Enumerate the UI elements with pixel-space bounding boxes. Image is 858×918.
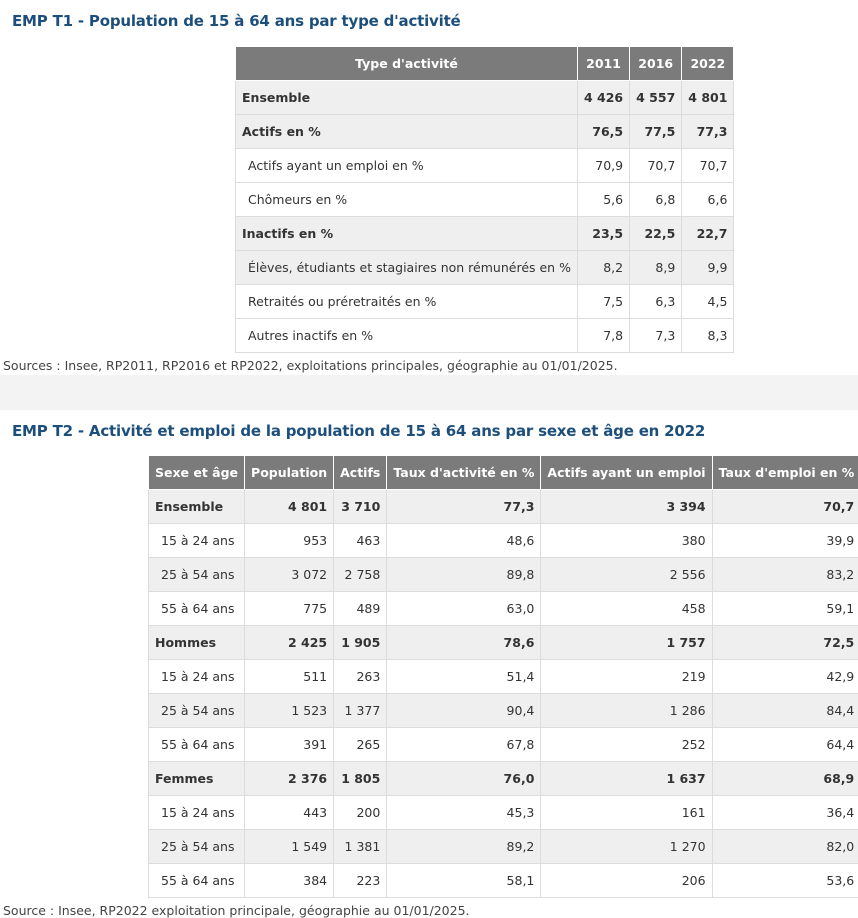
cell-value: 58,1: [387, 864, 541, 898]
cell-value: 206: [541, 864, 712, 898]
cell-value: 84,4: [712, 694, 858, 728]
cell-value: 36,4: [712, 796, 858, 830]
cell-value: 51,4: [387, 660, 541, 694]
cell-value: 76,0: [387, 762, 541, 796]
header-row: [149, 456, 858, 490]
row-label: Actifs ayant un emploi en %: [236, 149, 578, 183]
cell-value: 68,9: [712, 762, 858, 796]
table-row: [149, 660, 858, 694]
cell-value: 458: [541, 592, 712, 626]
table-row: [149, 694, 858, 728]
table-row: [149, 830, 858, 864]
row-label: Retraités ou préretraités en %: [236, 285, 578, 319]
table-row: [149, 762, 858, 796]
cell-value: 70,7: [630, 149, 682, 183]
table-row: [149, 558, 858, 592]
cell-value: 7,3: [630, 319, 682, 353]
table-title: EMP T1 - Population de 15 à 64 ans par type d'activité: [12, 12, 461, 30]
table-row: [149, 626, 858, 660]
cell-value: 4 426: [577, 81, 629, 115]
cell-value: 1 270: [541, 830, 712, 864]
cell-value: 3 394: [541, 490, 712, 524]
row-label: 25 à 54 ans: [149, 558, 245, 592]
table-row: [236, 115, 734, 149]
column-header: 2011: [577, 47, 629, 81]
header-row: [236, 47, 734, 81]
emp-t1-table: [235, 46, 734, 353]
source-note: Sources : Insee, RP2011, RP2016 et RP2022, exploitations principales, géographie au 01/01/2025.: [3, 358, 618, 373]
cell-value: 1 757: [541, 626, 712, 660]
cell-value: 4 801: [245, 490, 334, 524]
cell-value: 8,2: [577, 251, 629, 285]
table-row: [236, 319, 734, 353]
cell-value: 23,5: [577, 217, 629, 251]
table-row: [236, 217, 734, 251]
cell-value: 59,1: [712, 592, 858, 626]
table-row: [149, 796, 858, 830]
cell-value: 67,8: [387, 728, 541, 762]
column-header: Actifs ayant un emploi: [541, 456, 712, 490]
cell-value: 8,3: [682, 319, 734, 353]
cell-value: 1 637: [541, 762, 712, 796]
cell-value: 953: [245, 524, 334, 558]
column-header: Sexe et âge: [149, 456, 245, 490]
cell-value: 1 381: [334, 830, 387, 864]
table-row: [236, 251, 734, 285]
cell-value: 22,7: [682, 217, 734, 251]
cell-value: 1 286: [541, 694, 712, 728]
cell-value: 63,0: [387, 592, 541, 626]
cell-value: 443: [245, 796, 334, 830]
cell-value: 263: [334, 660, 387, 694]
cell-value: 45,3: [387, 796, 541, 830]
column-header: Type d'activité: [236, 47, 578, 81]
cell-value: 1 377: [334, 694, 387, 728]
cell-value: 252: [541, 728, 712, 762]
cell-value: 70,7: [712, 490, 858, 524]
cell-value: 6,3: [630, 285, 682, 319]
cell-value: 90,4: [387, 694, 541, 728]
cell-value: 5,6: [577, 183, 629, 217]
cell-value: 1 805: [334, 762, 387, 796]
table-row: [236, 149, 734, 183]
cell-value: 8,9: [630, 251, 682, 285]
cell-value: 463: [334, 524, 387, 558]
cell-value: 70,7: [682, 149, 734, 183]
row-label: 55 à 64 ans: [149, 592, 245, 626]
cell-value: 7,5: [577, 285, 629, 319]
table-row: [149, 592, 858, 626]
cell-value: 391: [245, 728, 334, 762]
cell-value: 72,5: [712, 626, 858, 660]
table-row: [236, 81, 734, 115]
cell-value: 4 557: [630, 81, 682, 115]
column-header: Population: [245, 456, 334, 490]
cell-value: 1 523: [245, 694, 334, 728]
emp-t2-table: [148, 455, 858, 898]
row-label: Inactifs en %: [236, 217, 578, 251]
column-header: Taux d'emploi en %: [712, 456, 858, 490]
cell-value: 4 801: [682, 81, 734, 115]
cell-value: 775: [245, 592, 334, 626]
column-header: Actifs: [334, 456, 387, 490]
cell-value: 2 376: [245, 762, 334, 796]
row-label: 55 à 64 ans: [149, 728, 245, 762]
row-label: 15 à 24 ans: [149, 660, 245, 694]
cell-value: 77,5: [630, 115, 682, 149]
row-label: Ensemble: [236, 81, 578, 115]
cell-value: 77,3: [682, 115, 734, 149]
cell-value: 265: [334, 728, 387, 762]
row-label: Actifs en %: [236, 115, 578, 149]
cell-value: 6,6: [682, 183, 734, 217]
cell-value: 4,5: [682, 285, 734, 319]
cell-value: 200: [334, 796, 387, 830]
row-label: 55 à 64 ans: [149, 864, 245, 898]
cell-value: 89,2: [387, 830, 541, 864]
row-label: 25 à 54 ans: [149, 694, 245, 728]
row-label: Élèves, étudiants et stagiaires non rémunérés en %: [236, 251, 578, 285]
row-label: 25 à 54 ans: [149, 830, 245, 864]
column-header: 2022: [682, 47, 734, 81]
cell-value: 76,5: [577, 115, 629, 149]
cell-value: 380: [541, 524, 712, 558]
cell-value: 42,9: [712, 660, 858, 694]
cell-value: 2 556: [541, 558, 712, 592]
table-section-emp-t2: [0, 410, 858, 918]
cell-value: 3 072: [245, 558, 334, 592]
cell-value: 83,2: [712, 558, 858, 592]
section-separator: [0, 375, 858, 410]
cell-value: 70,9: [577, 149, 629, 183]
table-title: EMP T2 - Activité et emploi de la population de 15 à 64 ans par sexe et âge en 2022: [12, 422, 706, 440]
cell-value: 39,9: [712, 524, 858, 558]
cell-value: 489: [334, 592, 387, 626]
table-row: [149, 728, 858, 762]
table-row: [236, 183, 734, 217]
cell-value: 78,6: [387, 626, 541, 660]
column-header: Taux d'activité en %: [387, 456, 541, 490]
cell-value: 48,6: [387, 524, 541, 558]
table-row: [149, 524, 858, 558]
row-label: 15 à 24 ans: [149, 524, 245, 558]
cell-value: 22,5: [630, 217, 682, 251]
cell-value: 9,9: [682, 251, 734, 285]
cell-value: 384: [245, 864, 334, 898]
cell-value: 89,8: [387, 558, 541, 592]
row-label: Femmes: [149, 762, 245, 796]
table-section-emp-t1: [0, 0, 858, 375]
row-label: 15 à 24 ans: [149, 796, 245, 830]
cell-value: 223: [334, 864, 387, 898]
cell-value: 219: [541, 660, 712, 694]
cell-value: 2 758: [334, 558, 387, 592]
cell-value: 1 905: [334, 626, 387, 660]
cell-value: 64,4: [712, 728, 858, 762]
cell-value: 6,8: [630, 183, 682, 217]
row-label: Autres inactifs en %: [236, 319, 578, 353]
cell-value: 77,3: [387, 490, 541, 524]
row-label: Chômeurs en %: [236, 183, 578, 217]
cell-value: 3 710: [334, 490, 387, 524]
table-row: [149, 864, 858, 898]
cell-value: 53,6: [712, 864, 858, 898]
row-label: Ensemble: [149, 490, 245, 524]
cell-value: 161: [541, 796, 712, 830]
cell-value: 7,8: [577, 319, 629, 353]
cell-value: 82,0: [712, 830, 858, 864]
cell-value: 511: [245, 660, 334, 694]
row-label: Hommes: [149, 626, 245, 660]
column-header: 2016: [630, 47, 682, 81]
cell-value: 1 549: [245, 830, 334, 864]
cell-value: 2 425: [245, 626, 334, 660]
table-row: [149, 490, 858, 524]
source-note: Source : Insee, RP2022 exploitation principale, géographie au 01/01/2025.: [3, 903, 470, 918]
table-row: [236, 285, 734, 319]
